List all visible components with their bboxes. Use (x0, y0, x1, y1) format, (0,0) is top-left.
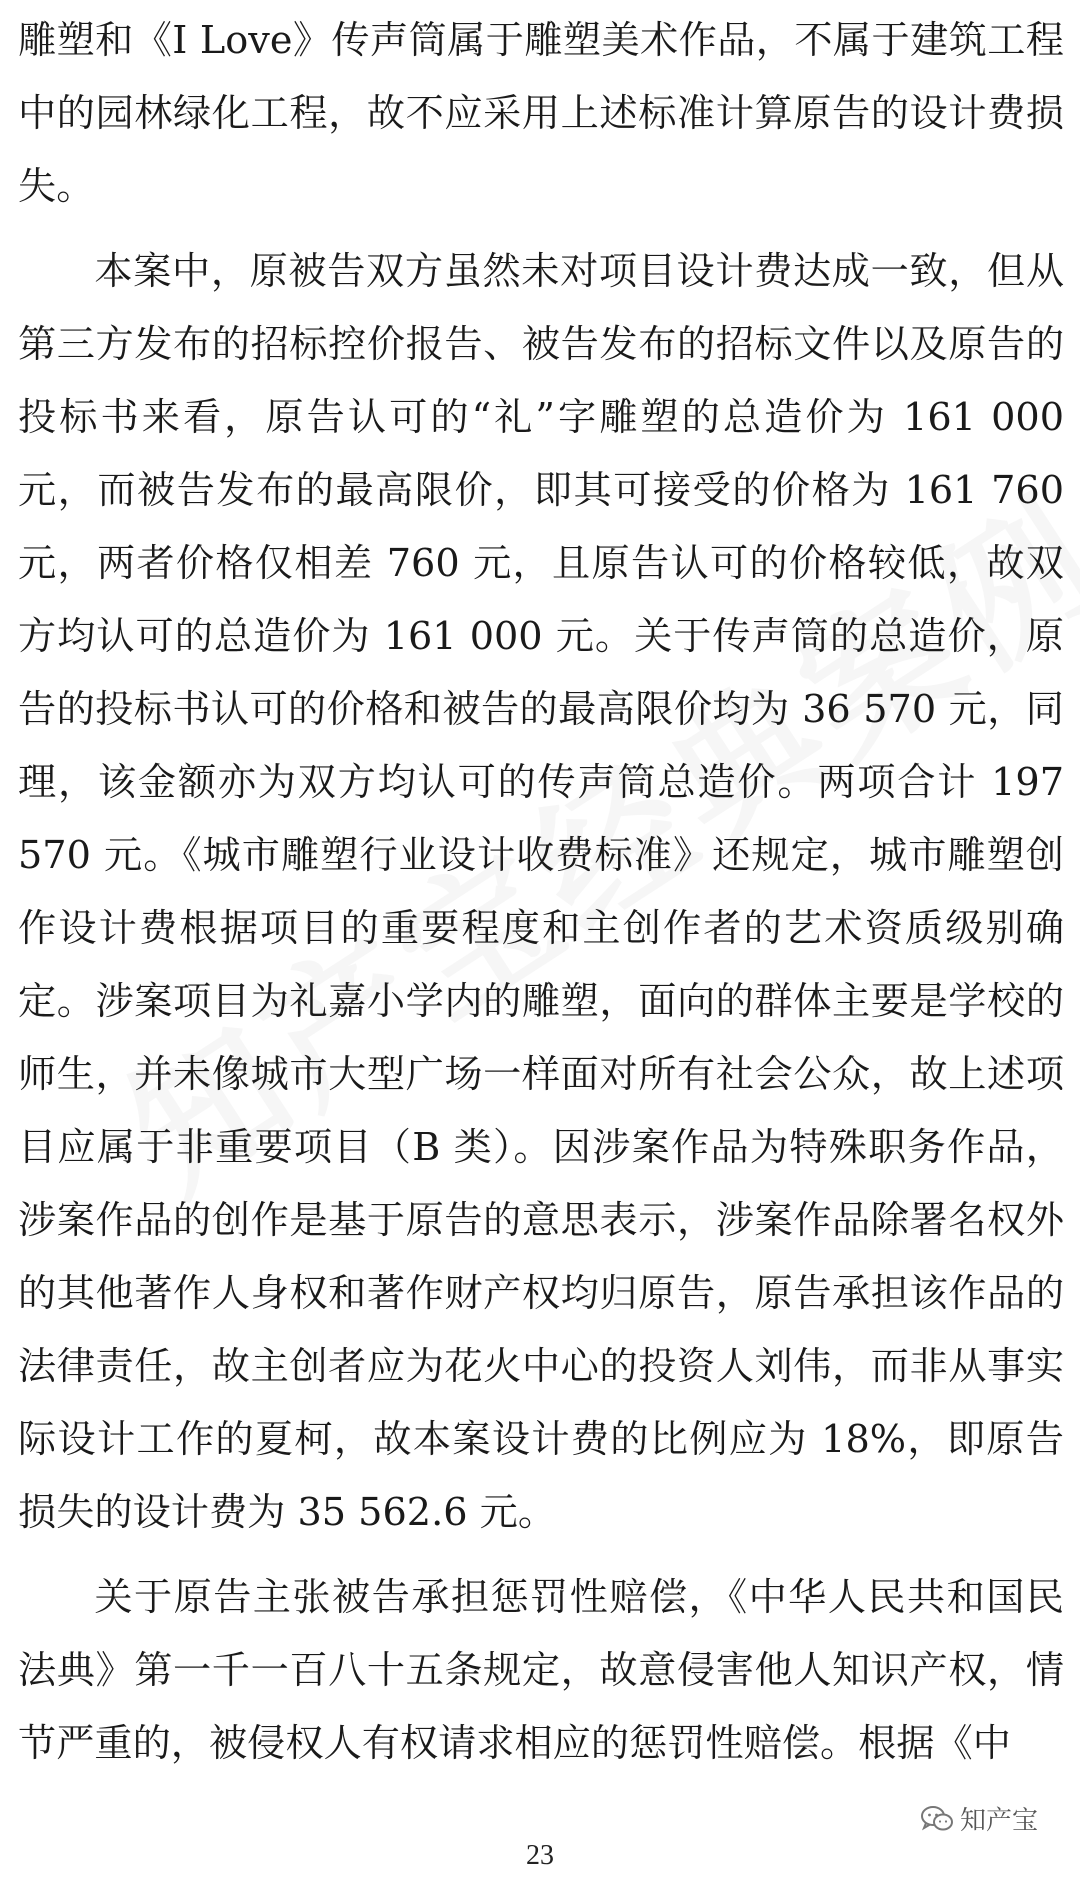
page-number: 23 (526, 1840, 554, 1871)
wechat-account-name: 知产宝 (960, 1806, 1039, 1836)
body-text (18, 5, 1064, 1793)
wechat-source-mark (920, 1800, 1038, 1837)
paragraph-continuation: 雕塑和《I Love》传声筒属于雕塑美术作品，不属于建筑工程中的园林绿化工程，故不应采用上述标准计算原告的设计费损失。 (18, 19, 1064, 209)
paragraph-punitive-damages: 关于原告主张被告承担惩罚性赔偿，《中华人民共和国民法典》第一千一百八十五条规定，故意侵害他人知识产权，情节严重的，被侵权人有权请求相应的惩罚性赔偿。根据《中 (18, 1576, 1064, 1766)
paragraph-design-fee: 本案中，原被告双方虽然未对项目设计费达成一致，但从第三方发布的招标控价报告、被告发布的招标文件以及原告的投标书来看，原告认可的“礼”字雕塑的总造价为 161 000 元，而被告发布的最高限价，即其可接受的价格为 161 760 元，两者价格仅相差 760 元，且原告认可的价格较低，故双方均认可的总造价为 161 000 元。关于传声筒的总造价，原告的投标书认可的价格和被告的最高限价均为 36 570 元，同理，该金额亦为双方均认可的传声筒总造价。两项合计 197 570 元。《城市雕塑行业设计收费标准》还规定，城市雕塑创作设计费根据项目的重要程度和主创作者的艺术资质级别确定。涉案项目为礼嘉小学内的雕塑，面向的群体主要是学校的师生，并未像城市大型广场一样面对所有社会公众，故上述项目应属于非重要项目（B 类）。因涉案作品为特殊职务作品，涉案作品的创作是基于原告的意思表示，涉案作品除署名权外的其他著作人身权和著作财产权均归原告，原告承担该作品的法律责任，故主创者应为花火中心的投资人刘伟，而非从事实际设计工作的夏柯，故本案设计费的比例应为 18%，即原告损失的设计费为 35 562.6 元。 (18, 250, 1064, 1535)
wechat-icon (920, 1805, 954, 1833)
